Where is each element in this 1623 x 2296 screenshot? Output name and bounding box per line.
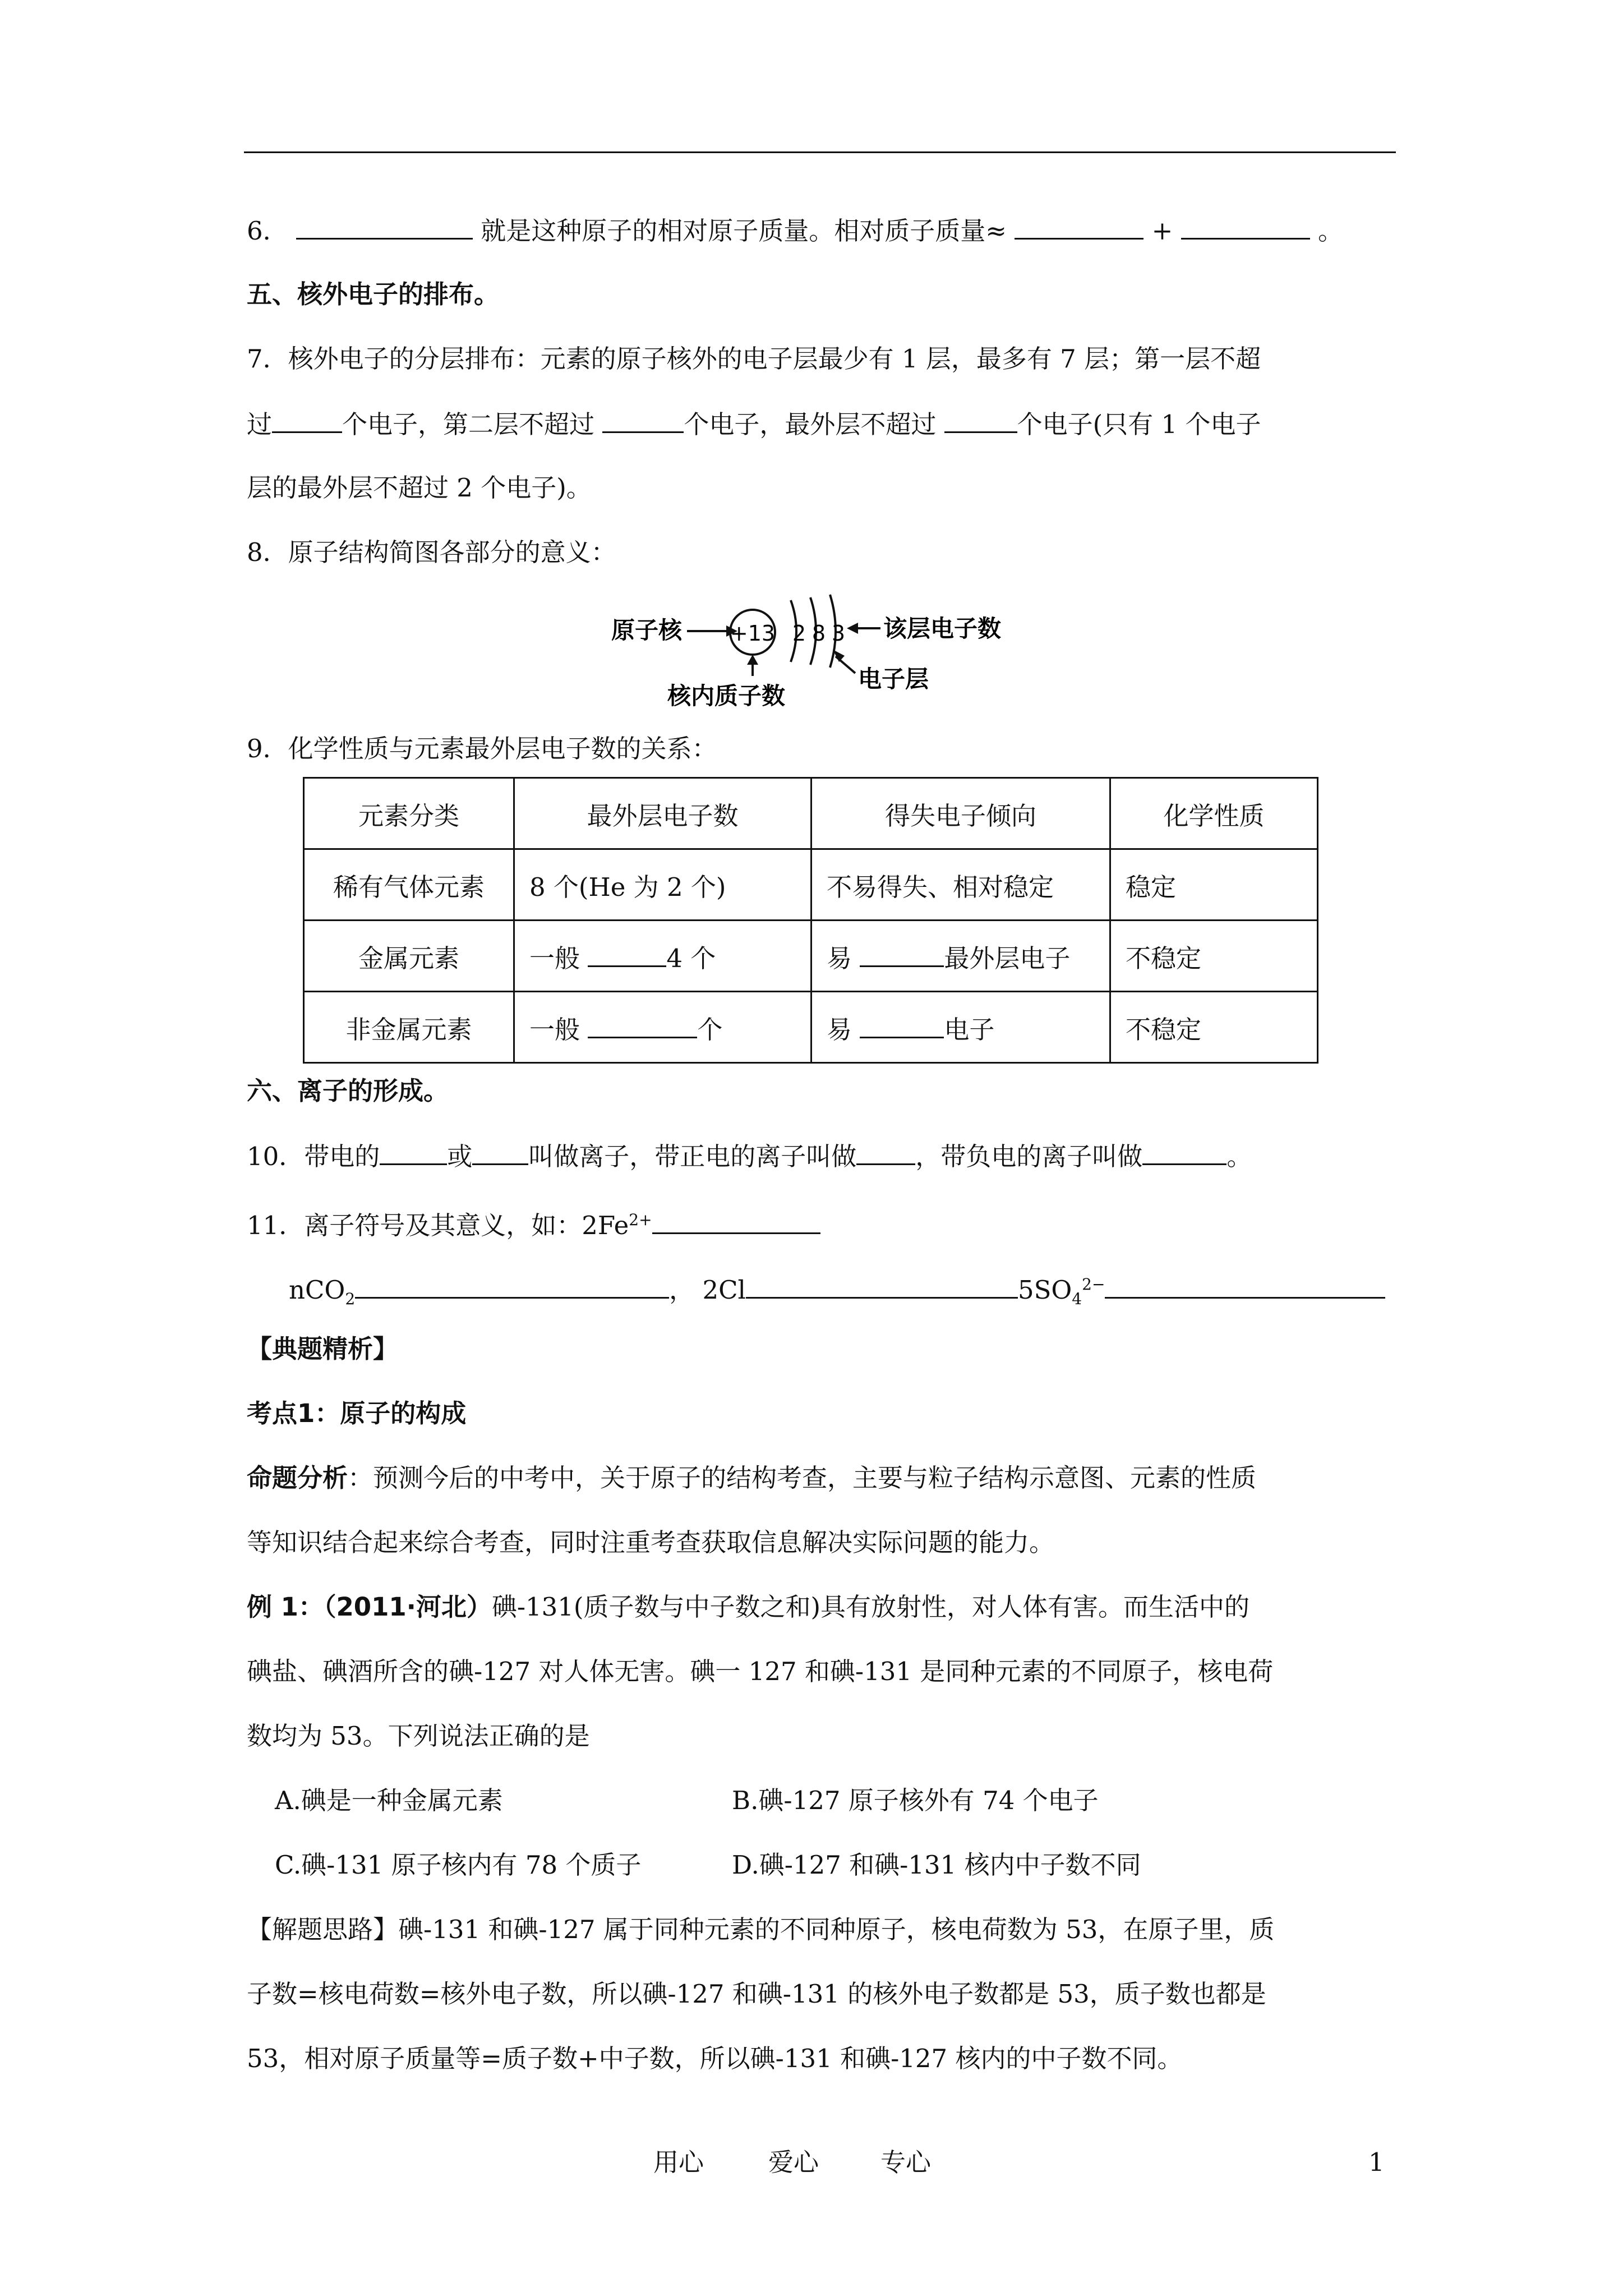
- cell-text: 4 个: [666, 943, 716, 973]
- example-text: 碘-131(质子数与中子数之和)具有放射性，对人体有害。而生活中的: [491, 1592, 1250, 1622]
- arrow-head: [747, 655, 758, 665]
- electron-shell-label: 电子层: [858, 665, 929, 693]
- formula-text: 5SO: [1017, 1275, 1072, 1305]
- question-11-formulas: [289, 1268, 1385, 1316]
- arrow-head: [847, 623, 858, 634]
- nuclear-charge: +13: [730, 621, 776, 646]
- table-cell: [514, 921, 811, 992]
- answer-blank: [472, 1139, 528, 1165]
- formula-comma: ，: [669, 1275, 695, 1305]
- formula-subscript: 4: [1072, 1290, 1082, 1308]
- q7-line-1: 7．核外电子的分层排布：元素的原子核外的电子层最少有 1 层，最多有 7 层；第一层不超: [247, 344, 1261, 374]
- answer-blank: [588, 1012, 697, 1038]
- atom-structure-diagram: [594, 578, 1043, 712]
- section-title: 【典题精析】: [247, 1334, 399, 1364]
- formula-superscript: 2−: [1082, 1275, 1105, 1294]
- arrow-head: [833, 650, 845, 662]
- shell-3-electrons: 3: [831, 621, 846, 646]
- table-cell: [811, 992, 1110, 1063]
- charge-superscript: 2+: [629, 1211, 652, 1229]
- proton-count-label: 核内质子数: [667, 682, 786, 710]
- answer-blank: [1105, 1272, 1385, 1299]
- q7-text: 个电子(只有 1 个电子: [1017, 409, 1261, 439]
- cell-text: 一般: [529, 943, 580, 973]
- example-label: 例 1：（2011·河北）: [247, 1592, 492, 1622]
- footer-text-2: 爱心: [768, 2147, 819, 2177]
- table-cell: 稀有气体元素: [304, 849, 514, 921]
- shell-1-electrons: 2: [792, 621, 806, 646]
- cell-text: 电子: [944, 1014, 995, 1045]
- answer-blank: [652, 1208, 820, 1234]
- table-row: [304, 849, 1318, 921]
- footer-text-3: 专心: [880, 2147, 932, 2177]
- q7-text: 过: [247, 409, 273, 439]
- option-c: C.碘-131 原子核内有 78 个质子: [275, 1850, 642, 1880]
- q6-number: 6．: [247, 216, 288, 246]
- analysis-label: 命题分析: [247, 1463, 348, 1493]
- table-cell: 非金属元素: [304, 992, 514, 1063]
- answer-blank: [355, 1272, 669, 1299]
- cell-text: 最外层电子: [944, 943, 1071, 973]
- q6-end: 。: [1317, 216, 1343, 246]
- answer-blank: [602, 407, 684, 433]
- q8-text: 8．原子结构简图各部分的意义：: [247, 537, 616, 567]
- table-header-row: [304, 778, 1318, 849]
- cell-text: 一般: [529, 1014, 580, 1045]
- section-5-heading: 五、核外电子的排布。: [247, 279, 500, 309]
- example-1-line-3: 数均为 53。下列说法正确的是: [247, 1721, 590, 1751]
- cell-text: 易: [827, 943, 852, 973]
- example-1-line-2: 碘盐、碘酒所含的碘-127 对人体无害。碘一 127 和碘-131 是同种元素的不同原子，核电荷: [247, 1657, 1274, 1686]
- question-10: [247, 1139, 1252, 1174]
- answer-blank: [380, 1139, 447, 1165]
- q7-line-3: 层的最外层不超过 2 个电子)。: [247, 473, 592, 503]
- formula-text: nCO: [289, 1275, 345, 1305]
- q10-text: 10．带电的: [247, 1142, 380, 1171]
- q10-text: 叫做离子，带正电的离子叫做: [528, 1142, 857, 1171]
- table-cell: [514, 992, 811, 1063]
- q10-text: ，带负电的离子叫做: [915, 1142, 1143, 1171]
- q10-text: 。: [1227, 1142, 1252, 1171]
- answer-blank: [296, 213, 473, 240]
- answer-blank: [1015, 213, 1144, 240]
- table-cell: 稳定: [1110, 849, 1318, 921]
- table-cell: 8 个(He 为 2 个): [514, 849, 811, 921]
- footer-text-1: 用心: [653, 2147, 704, 2177]
- formula-text: 2Cl: [702, 1275, 746, 1305]
- table-row: [304, 992, 1318, 1063]
- option-d: D.碘-127 和碘-131 核内中子数不同: [732, 1850, 1141, 1880]
- analysis-text: ：预测今后的中考中，关于原子的结构考查，主要与粒子结构示意图、元素的性质: [348, 1463, 1257, 1493]
- table-cell: 不稳定: [1110, 992, 1318, 1063]
- section-6-heading: 六、离子的形成。: [247, 1076, 449, 1106]
- answer-blank: [1142, 1139, 1227, 1165]
- q7-text: 个电子，最外层不超过: [684, 409, 937, 439]
- electron-count-label: 该层电子数: [883, 615, 1002, 642]
- solution-line-3: 53，相对原子质量等=质子数+中子数，所以碘-131 和碘-127 核内的中子数不同。: [247, 2044, 1183, 2073]
- solution-line-1: 【解题思路】碘-131 和碘-127 属于同种元素的不同种原子，核电荷数为 53，在原子里，质: [247, 1915, 1275, 1944]
- element-property-table: [303, 777, 1318, 1064]
- header-rule: [244, 151, 1396, 153]
- table-header-cell: 得失电子倾向: [811, 778, 1110, 849]
- exam-point-1: 考点1：原子的构成: [247, 1398, 467, 1428]
- formula-subscript: 2: [345, 1290, 356, 1308]
- answer-blank: [1181, 213, 1310, 240]
- table-cell: 金属元素: [304, 921, 514, 992]
- analysis-line-2: 等知识结合起来综合考查，同时注重考查获取信息解决实际问题的能力。: [247, 1527, 1055, 1557]
- answer-blank: [746, 1272, 1018, 1299]
- table-header-cell: 最外层电子数: [514, 778, 811, 849]
- question-6: [247, 213, 1343, 248]
- analysis-line-1: [247, 1461, 1256, 1495]
- answer-blank: [860, 941, 944, 967]
- answer-blank: [588, 941, 666, 967]
- table-header-cell: 元素分类: [304, 778, 514, 849]
- answer-blank: [856, 1139, 915, 1165]
- q6-plus: +: [1151, 216, 1173, 246]
- option-a: A.碘是一种金属元素: [275, 1786, 503, 1815]
- page-number: 1: [1368, 2147, 1385, 2177]
- question-11: [247, 1203, 820, 1243]
- table-header-cell: 化学性质: [1110, 778, 1318, 849]
- answer-blank: [272, 407, 342, 433]
- q7-line-2: [247, 407, 1261, 441]
- shell-2-electrons: 8: [811, 621, 826, 646]
- nucleus-label: 原子核: [611, 616, 683, 644]
- answer-blank: [860, 1012, 944, 1038]
- q7-text: 个电子，第二层不超过: [342, 409, 595, 439]
- q6-text: 就是这种原子的相对原子质量。相对质子质量≈: [481, 216, 1007, 246]
- table-cell: 不易得失、相对稳定: [811, 849, 1110, 921]
- table-cell: 不稳定: [1110, 921, 1318, 992]
- table-cell: [811, 921, 1110, 992]
- q11-text: 11．离子符号及其意义，如：2Fe: [247, 1211, 629, 1240]
- q9-text: 9．化学性质与元素最外层电子数的关系：: [247, 734, 717, 763]
- table-row: [304, 921, 1318, 992]
- cell-text: 个: [697, 1014, 723, 1045]
- example-1-line-1: [247, 1590, 1249, 1624]
- q10-text: 或: [447, 1142, 473, 1171]
- answer-blank: [944, 407, 1017, 433]
- cell-text: 易: [827, 1014, 852, 1045]
- option-b: B.碘-127 原子核外有 74 个电子: [732, 1786, 1099, 1815]
- solution-line-2: 子数=核电荷数=核外电子数，所以碘-127 和碘-131 的核外电子数都是 53，质子数也都是: [247, 1979, 1266, 2009]
